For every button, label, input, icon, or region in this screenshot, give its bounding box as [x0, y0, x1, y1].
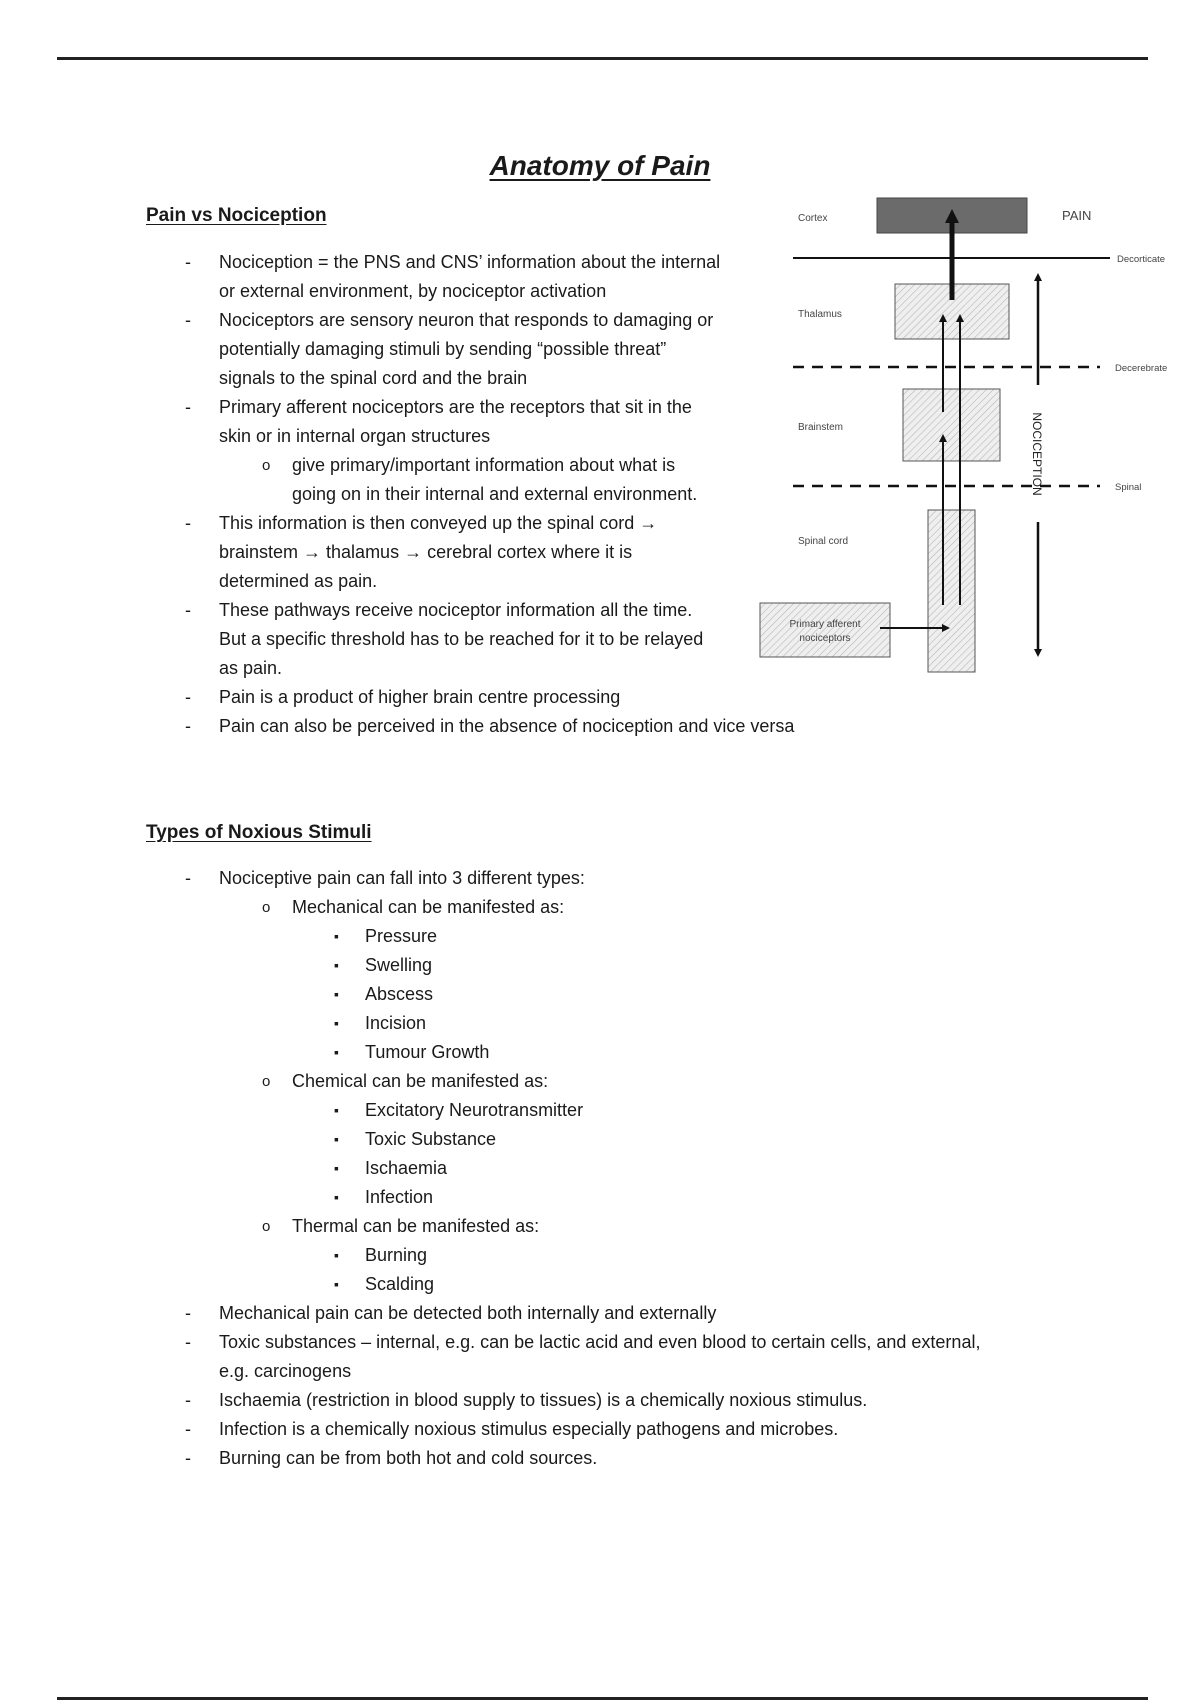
list-item-text: Abscess [365, 984, 434, 1004]
list-item [219, 1009, 999, 1038]
list-item-text: Excitatory Neurotransmitter [365, 1100, 584, 1120]
list-item [219, 1096, 999, 1125]
square-bullet-icon: ▪ [334, 1247, 339, 1263]
label-decorticate: Decorticate [1117, 254, 1166, 265]
circle-bullet-icon: o [262, 899, 271, 916]
list-item [219, 951, 999, 980]
list-item-text: Chemical can be manifested as: [292, 1071, 549, 1091]
section-heading-noxious-stimuli: Types of Noxious Stimuli [146, 822, 372, 843]
spinal-cord-box [928, 510, 975, 672]
list-item [185, 1299, 999, 1328]
list-item [219, 922, 999, 951]
list-item [185, 864, 999, 893]
list-item [185, 1444, 999, 1473]
circle-bullet-icon: o [262, 457, 271, 474]
label-cortex: Cortex [798, 213, 828, 224]
label-brainstem: Brainstem [798, 422, 844, 433]
list-item [185, 1415, 999, 1444]
list-item-text: Incision [365, 1013, 427, 1033]
list-item-text: These pathways receive nociceptor information all the time. But a specific threshold has to be reached for it to be relayed as pain. [219, 600, 704, 678]
dash-bullet-icon: - [185, 716, 191, 736]
dash-bullet-icon: - [185, 1390, 191, 1410]
square-bullet-icon: ▪ [334, 1276, 339, 1292]
square-bullet-icon: ▪ [334, 986, 339, 1002]
list-item-text: Pressure [365, 926, 438, 946]
list-item [219, 1125, 999, 1154]
list-item [219, 1212, 999, 1241]
list-item-text: Toxic substances – internal, e.g. can be lactic acid and even blood to certain cells, and external, e.g. carcinogens [219, 1332, 981, 1381]
label-decerebrate: Decerebrate [1115, 363, 1168, 374]
list-item [219, 1183, 999, 1212]
page-title [0, 150, 1200, 182]
square-bullet-icon: ▪ [334, 1015, 339, 1031]
square-bullet-icon: ▪ [334, 1160, 339, 1176]
list-item-text: Burning [365, 1245, 428, 1265]
list-item-text: Nociceptive pain can fall into 3 different types: [219, 868, 585, 888]
page-title-text: Anatomy of Pain [489, 150, 711, 181]
list-item-text: Swelling [365, 955, 433, 975]
list-item-text: Mechanical can be manifested as: [292, 897, 565, 917]
list-item [219, 1241, 999, 1270]
circle-bullet-icon: o [262, 1073, 271, 1090]
circle-bullet-icon: o [262, 1218, 271, 1235]
brainstem-box [903, 389, 1000, 461]
list-item [219, 1067, 999, 1096]
list-item [219, 1154, 999, 1183]
list-item-text: Tumour Growth [365, 1042, 490, 1062]
square-bullet-icon: ▪ [334, 1044, 339, 1060]
label-primary-afferent: Primary afferent [789, 619, 861, 630]
noxious-stimuli-list [185, 864, 999, 1473]
list-item [185, 1328, 999, 1386]
dash-bullet-icon: - [185, 868, 191, 888]
dash-bullet-icon: - [185, 1448, 191, 1468]
list-item-text: Thermal can be manifested as: [292, 1216, 540, 1236]
label-spinal: Spinal [1115, 482, 1142, 493]
list-item [219, 1270, 999, 1299]
list-item-text: give primary/important information about what is going on in their internal and external environment. [292, 455, 698, 504]
list-item-text: Ischaemia (restriction in blood supply to tissues) is a chemically noxious stimulus. [219, 1390, 868, 1410]
list-item [219, 893, 999, 922]
pain-pathway-diagram [750, 180, 1200, 680]
list-item-text: Pain is a product of higher brain centre processing [219, 687, 621, 707]
square-bullet-icon: ▪ [334, 1189, 339, 1205]
label-nociceptors: nociceptors [799, 633, 851, 644]
list-item-text: Burning can be from both hot and cold sources. [219, 1448, 598, 1468]
list-item [219, 980, 999, 1009]
square-bullet-icon: ▪ [334, 928, 339, 944]
list-item-text: Mechanical pain can be detected both internally and externally [219, 1303, 717, 1323]
list-item-text: Toxic Substance [365, 1129, 497, 1149]
dash-bullet-icon: - [185, 1332, 191, 1352]
list-item [185, 1386, 999, 1415]
dash-bullet-icon: - [185, 252, 191, 272]
label-thalamus: Thalamus [798, 309, 842, 320]
list-item-text: Nociception = the PNS and CNS’ information about the internal or external environment, by nociceptor activation [219, 252, 721, 301]
dash-bullet-icon: - [185, 1303, 191, 1323]
list-item-text: Nociceptors are sensory neuron that responds to damaging or potentially damaging stimuli by sending “possible threat” signals to the spinal cord and the brain [219, 310, 714, 388]
list-item [219, 1038, 999, 1067]
list-item-text: Pain can also be perceived in the absence of nociception and vice versa [219, 716, 795, 736]
list-item-text: Scalding [365, 1274, 435, 1294]
list-item-text: Ischaemia [365, 1158, 448, 1178]
dash-bullet-icon: - [185, 600, 191, 620]
square-bullet-icon: ▪ [334, 1131, 339, 1147]
label-spinal-cord: Spinal cord [798, 536, 849, 547]
list-item [185, 712, 999, 741]
dash-bullet-icon: - [185, 687, 191, 707]
section-heading-pain-vs-nociception: Pain vs Nociception [146, 205, 327, 226]
list-item-text: This information is then conveyed up the spinal cord → brainstem → thalamus → cerebral cortex where it is determined as pain. [219, 513, 658, 591]
list-item-text: Infection is a chemically noxious stimulus especially pathogens and microbes. [219, 1419, 839, 1439]
dash-bullet-icon: - [185, 310, 191, 330]
dash-bullet-icon: - [185, 513, 191, 533]
label-nociception: NOCICEPTION [1030, 412, 1044, 496]
dash-bullet-icon: - [185, 1419, 191, 1439]
header-rule [57, 57, 1148, 60]
dash-bullet-icon: - [185, 397, 191, 417]
list-item [185, 683, 999, 712]
list-item-text: Primary afferent nociceptors are the receptors that sit in the skin or in internal organ structures [219, 397, 692, 446]
label-pain: PAIN [1062, 208, 1092, 223]
square-bullet-icon: ▪ [334, 957, 339, 973]
list-item-text: Infection [365, 1187, 434, 1207]
primary-afferent-box [760, 603, 890, 657]
square-bullet-icon: ▪ [334, 1102, 339, 1118]
